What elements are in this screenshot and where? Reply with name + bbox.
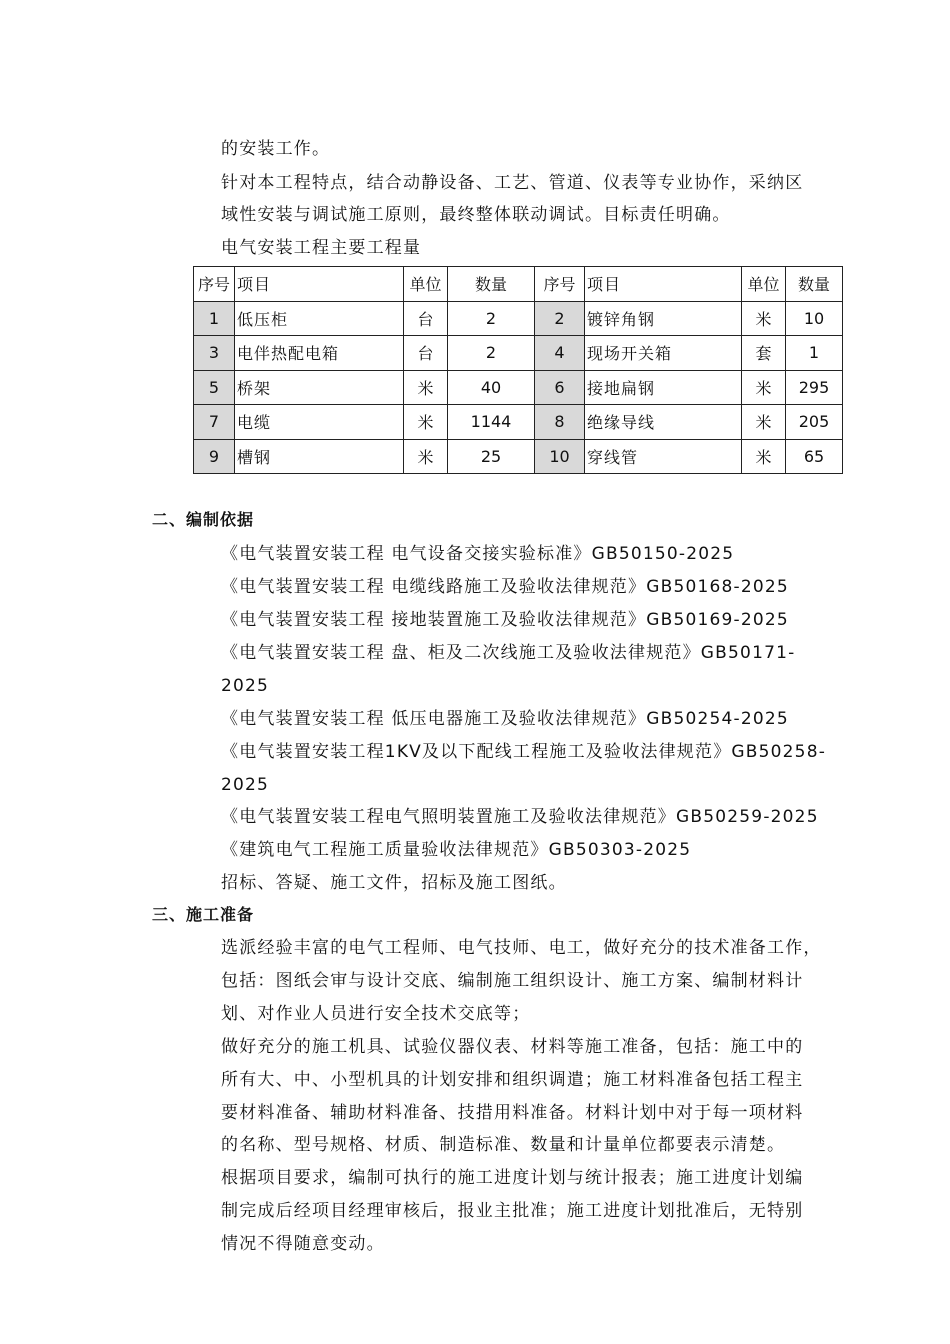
table-cell: 台: [404, 336, 448, 371]
paragraph-line: 选派经验丰富的电气工程师、电气技师、电工，做好充分的技术准备工作，: [221, 938, 822, 958]
table-cell: 9: [194, 439, 235, 474]
reference-line: 《电气装置安装工程 电缆线路施工及验收法律规范》GB50168-2025: [221, 577, 789, 597]
table-cell: 295: [786, 370, 843, 405]
paragraph-line: 情况不得随意变动。: [221, 1234, 385, 1254]
table-cell: 电缆: [235, 405, 404, 440]
table-cell: 2: [448, 336, 535, 371]
header-cell: 数量: [448, 267, 535, 302]
table-cell: 6: [535, 370, 585, 405]
header-cell: 单位: [404, 267, 448, 302]
header-cell: 数量: [786, 267, 843, 302]
table-cell: 米: [742, 301, 786, 336]
paragraph-line: 要材料准备、辅助材料准备、技措用料准备。材料计划中对于每一项材料: [221, 1103, 804, 1123]
table-cell: 2: [535, 301, 585, 336]
reference-line: 《电气装置安装工程 低压电器施工及验收法律规范》GB50254-2025: [221, 709, 789, 729]
table-cell: 绝缘导线: [585, 405, 742, 440]
paragraph-line: 所有大、中、小型机具的计划安排和组织调遣；施工材料准备包括工程主: [221, 1070, 804, 1090]
table-cell: 7: [194, 405, 235, 440]
reference-line: 2025: [221, 775, 270, 795]
table-cell: 4: [535, 336, 585, 371]
table-cell: 2: [448, 301, 535, 336]
header-cell: 项目: [585, 267, 742, 302]
table-cell: 米: [742, 370, 786, 405]
paragraph-line: 制完成后经项目经理审核后，报业主批准；施工进度计划批准后，无特别: [221, 1201, 804, 1221]
table-cell: 10: [535, 439, 585, 474]
intro-line: 域性安装与调试施工原则，最终整体联动调试。目标责任明确。: [221, 205, 731, 225]
table-cell: 桥架: [235, 370, 404, 405]
table-row: [194, 405, 843, 440]
table-row: [194, 370, 843, 405]
table-cell: 米: [404, 370, 448, 405]
quantities-table: [193, 266, 843, 474]
paragraph-line: 包括：图纸会审与设计交底、编制施工组织设计、施工方案、编制材料计: [221, 971, 804, 991]
reference-line: 《建筑电气工程施工质量验收法律规范》GB50303-2025: [221, 840, 692, 860]
table-cell: 40: [448, 370, 535, 405]
table-cell: 5: [194, 370, 235, 405]
table-header-row: [194, 267, 843, 302]
table-row: [194, 439, 843, 474]
section-heading-basis: 二、编制依据: [152, 510, 255, 529]
header-cell: 序号: [535, 267, 585, 302]
header-cell: 项目: [235, 267, 404, 302]
section-heading-preparation: 三、施工准备: [152, 905, 255, 924]
reference-line: 《电气装置安装工程 接地装置施工及验收法律规范》GB50169-2025: [221, 610, 789, 630]
table-cell: 8: [535, 405, 585, 440]
table-cell: 25: [448, 439, 535, 474]
reference-line: 《电气装置安装工程 电气设备交接实验标准》GB50150-2025: [221, 544, 735, 564]
paragraph-line: 做好充分的施工机具、试验仪器仪表、材料等施工准备，包括：施工中的: [221, 1037, 804, 1057]
table-cell: 穿线管: [585, 439, 742, 474]
intro-line: 的安装工作。: [221, 139, 331, 159]
table-cell: 镀锌角钢: [585, 301, 742, 336]
paragraph-line: 划、对作业人员进行安全技术交底等；: [221, 1004, 531, 1024]
header-cell: 序号: [194, 267, 235, 302]
paragraph-line: 根据项目要求，编制可执行的施工进度计划与统计报表；施工进度计划编: [221, 1168, 804, 1188]
table-cell: 1: [786, 336, 843, 371]
table-cell: 1144: [448, 405, 535, 440]
table-cell: 槽钢: [235, 439, 404, 474]
table-cell: 低压柜: [235, 301, 404, 336]
table-cell: 米: [404, 405, 448, 440]
table-cell: 米: [742, 405, 786, 440]
table-cell: 205: [786, 405, 843, 440]
header-cell: 单位: [742, 267, 786, 302]
table-cell: 电伴热配电箱: [235, 336, 404, 371]
reference-line: 《电气装置安装工程 盘、柜及二次线施工及验收法律规范》GB50171-: [221, 643, 796, 663]
table-cell: 米: [404, 439, 448, 474]
paragraph-line: 的名称、型号规格、材质、制造标准、数量和计量单位都要表示清楚。: [221, 1135, 786, 1155]
table-cell: 3: [194, 336, 235, 371]
reference-line: 《电气装置安装工程1KV及以下配线工程施工及验收法律规范》GB50258-: [221, 742, 827, 762]
table-row: [194, 336, 843, 371]
reference-line: 2025: [221, 676, 270, 696]
table-cell: 10: [786, 301, 843, 336]
table-cell: 1: [194, 301, 235, 336]
intro-line: 针对本工程特点，结合动静设备、工艺、管道、仪表等专业协作，采纳区: [221, 173, 804, 193]
table-cell: 米: [742, 439, 786, 474]
reference-line: 招标、答疑、施工文件，招标及施工图纸。: [221, 873, 567, 893]
table-cell: 现场开关箱: [585, 336, 742, 371]
reference-line: 《电气装置安装工程电气照明装置施工及验收法律规范》GB50259-2025: [221, 807, 819, 827]
table-cell: 套: [742, 336, 786, 371]
table-cell: 接地扁钢: [585, 370, 742, 405]
table-caption: 电气安装工程主要工程量: [221, 238, 422, 258]
table-row: [194, 301, 843, 336]
table-cell: 台: [404, 301, 448, 336]
table-cell: 65: [786, 439, 843, 474]
